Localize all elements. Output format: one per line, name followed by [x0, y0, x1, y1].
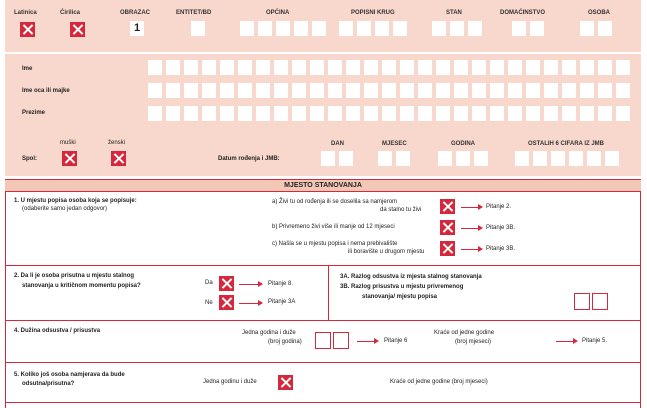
letter-box[interactable] — [580, 83, 594, 98]
q5-text-cont: odsutna/prisutna? — [22, 381, 75, 387]
letter-box[interactable] — [605, 151, 619, 166]
domacinstvo-box[interactable] — [530, 21, 544, 36]
datum-label: Datum rođenja i JMB: — [218, 156, 280, 162]
letter-box[interactable] — [184, 106, 198, 121]
letter-box[interactable] — [292, 60, 306, 75]
letter-box[interactable] — [166, 106, 180, 121]
letter-box[interactable] — [454, 83, 468, 98]
mjesec-box[interactable] — [378, 151, 392, 166]
latinica-label: Latinica — [14, 10, 37, 16]
q1-subtext: (odaberite samo jedan odgovor) — [22, 206, 108, 212]
obrazac-value: 1 — [133, 22, 141, 34]
letter-box[interactable] — [148, 60, 162, 75]
letter-box[interactable] — [454, 60, 468, 75]
q4-jedna-sub: (broj godina) — [268, 339, 302, 345]
letter-box[interactable] — [490, 106, 504, 121]
frame-right — [640, 192, 641, 408]
popisni-krug-box[interactable] — [375, 21, 389, 36]
prezime-boxes[interactable] — [148, 106, 628, 123]
q4-goto-5: Pitanje 5. — [582, 338, 608, 344]
letter-box[interactable] — [400, 83, 414, 98]
godina-label: GODINA — [451, 141, 475, 147]
letter-box[interactable] — [544, 60, 558, 75]
stan-box[interactable] — [432, 21, 446, 36]
domacinstvo-label: DOMAĆINSTVO — [500, 10, 545, 16]
q2-da-label: Da — [205, 280, 213, 286]
letter-box[interactable] — [436, 60, 450, 75]
stan-box[interactable] — [468, 21, 482, 36]
arrow-icon — [357, 341, 375, 342]
opcina-box[interactable] — [276, 21, 290, 36]
letter-box[interactable] — [598, 106, 612, 121]
letter-box[interactable] — [364, 60, 378, 75]
letter-box[interactable] — [436, 83, 450, 98]
letter-box[interactable] — [256, 106, 270, 121]
letter-box[interactable] — [598, 60, 612, 75]
q3-code-box[interactable] — [592, 293, 608, 310]
arrow-icon — [239, 303, 259, 304]
osoba-label: OSOBA — [588, 10, 611, 16]
q1-option-c: c) Našla se u mjestu popisa i nema prebivalište — [272, 241, 398, 247]
letter-box[interactable] — [274, 83, 288, 98]
letter-box[interactable] — [202, 83, 216, 98]
q5-krace-label: Kraće od jedne godine (broj mjeseci) — [390, 379, 488, 385]
mjesec-label: MJESEC — [382, 141, 407, 147]
letter-box[interactable] — [490, 83, 504, 98]
frame-left — [5, 192, 6, 408]
q1-c-checkbox[interactable] — [440, 241, 455, 256]
letter-box[interactable] — [587, 151, 601, 166]
letter-box[interactable] — [292, 83, 306, 98]
obrazac-value-box[interactable] — [130, 21, 144, 36]
letter-box[interactable] — [238, 106, 252, 121]
letter-box[interactable] — [562, 83, 576, 98]
letter-box[interactable] — [292, 106, 306, 121]
letter-box[interactable] — [220, 106, 234, 121]
q1-text: 1. U mjestu popisa osoba koja se popisuje: — [14, 198, 137, 204]
letter-box[interactable] — [364, 106, 378, 121]
musko-checkbox[interactable] — [62, 151, 77, 166]
popisni-krug-label: POPISNI KRUG — [351, 10, 395, 16]
letter-box[interactable] — [274, 106, 288, 121]
letter-box[interactable] — [346, 60, 360, 75]
stan-box[interactable] — [450, 21, 464, 36]
q1-b-goto: Pitanje 3B. — [486, 225, 516, 231]
divider-vertical — [328, 265, 329, 320]
letter-box[interactable] — [616, 106, 630, 121]
q2-da-goto: Pitanje 8. — [268, 281, 294, 287]
letter-box[interactable] — [490, 60, 504, 75]
divider — [5, 265, 641, 266]
letter-box[interactable] — [526, 83, 540, 98]
entitet-box[interactable] — [191, 21, 205, 36]
godina-box[interactable] — [456, 151, 470, 166]
q4-jedna-label: Jedna godina i duže — [242, 330, 296, 336]
letter-box[interactable] — [569, 151, 583, 166]
letter-box[interactable] — [256, 83, 270, 98]
q4-krace-label: Kraće od jedne godine — [434, 330, 495, 336]
cirilica-label: Ćirilica — [60, 10, 81, 16]
q2-ne-label: Ne — [205, 300, 213, 306]
letter-box[interactable] — [454, 106, 468, 121]
letter-box[interactable] — [184, 83, 198, 98]
letter-box[interactable] — [382, 60, 396, 75]
arrow-icon — [239, 284, 259, 285]
obrazac-label: OBRAZAC — [120, 10, 150, 16]
popisni-krug-box[interactable] — [393, 21, 407, 36]
q1-option-a-cont: da stalno tu živi — [380, 207, 422, 213]
letter-box[interactable] — [256, 60, 270, 75]
letter-box[interactable] — [562, 106, 576, 121]
arrow-icon — [461, 228, 479, 229]
q5-jedna-label: Jedna godinu i duže — [203, 379, 257, 385]
q5-text: 5. Koliko još osoba namjerava da bude — [14, 372, 125, 378]
letter-box[interactable] — [472, 83, 486, 98]
osoba-box[interactable] — [598, 21, 612, 36]
popisni-krug-box[interactable] — [357, 21, 371, 36]
letter-box[interactable] — [400, 106, 414, 121]
letter-box[interactable] — [418, 83, 432, 98]
letter-box[interactable] — [238, 83, 252, 98]
opcina-label: OPĆINA — [266, 10, 290, 16]
ime-boxes[interactable] — [148, 60, 628, 77]
letter-box[interactable] — [166, 83, 180, 98]
q4-text: 4. Dužina odsustva / prisustva — [14, 328, 101, 334]
letter-box[interactable] — [616, 83, 630, 98]
letter-box[interactable] — [310, 106, 324, 121]
q3-code-box[interactable] — [574, 293, 590, 310]
letter-box[interactable] — [508, 83, 522, 98]
letter-box[interactable] — [551, 151, 565, 166]
dan-box[interactable] — [321, 151, 335, 166]
divider — [5, 320, 641, 321]
letter-box[interactable] — [598, 83, 612, 98]
q4-krace-sub: (broj mjeseci) — [455, 339, 492, 345]
godina-box[interactable] — [438, 151, 452, 166]
letter-box[interactable] — [202, 106, 216, 121]
jmb-boxes[interactable] — [515, 151, 635, 168]
letter-box[interactable] — [148, 106, 162, 121]
arrow-icon — [461, 249, 479, 250]
letter-box[interactable] — [220, 60, 234, 75]
q1-a-checkbox[interactable] — [440, 199, 455, 214]
letter-box[interactable] — [562, 60, 576, 75]
q2-text-cont: stanovanja u kritičnom momentu popisa? — [22, 283, 141, 289]
latinica-checkbox[interactable] — [20, 22, 35, 37]
letter-box[interactable] — [328, 60, 342, 75]
letter-box[interactable] — [382, 83, 396, 98]
q3b-text-cont: stanovanja/ mjestu popisa — [362, 294, 438, 300]
opcina-box[interactable] — [294, 21, 308, 36]
opcina-box[interactable] — [240, 21, 254, 36]
letter-box[interactable] — [310, 60, 324, 75]
spol-label: Spol: — [22, 156, 37, 162]
divider — [5, 402, 641, 403]
domacinstvo-box[interactable] — [512, 21, 526, 36]
letter-box[interactable] — [580, 60, 594, 75]
arrow-icon — [556, 341, 574, 342]
letter-box[interactable] — [544, 83, 558, 98]
dan-box[interactable] — [339, 151, 353, 166]
q5-jedna-checkbox[interactable] — [278, 375, 293, 390]
letter-box[interactable] — [184, 60, 198, 75]
q1-option-b: b) Privremeno živi više ili manje od 12 mjeseci — [272, 224, 395, 230]
q4-goto-6: Pitanje 6 — [384, 338, 408, 344]
letter-box[interactable] — [436, 106, 450, 121]
q2-text: 2. Da li je osoba prisutna u mjestu stalnog — [14, 273, 135, 279]
letter-box[interactable] — [418, 106, 432, 121]
letter-box[interactable] — [166, 60, 180, 75]
dan-label: DAN — [331, 141, 344, 147]
q1-option-c-cont: ili boravište u drugom mjestu — [348, 249, 425, 255]
opcina-box[interactable] — [258, 21, 272, 36]
q3b-text: 3B. Razlog prisustva u mjestu privremenog — [340, 284, 464, 290]
letter-box[interactable] — [508, 60, 522, 75]
letter-box[interactable] — [220, 83, 234, 98]
letter-box[interactable] — [400, 60, 414, 75]
entitet-label: ENTITET/BD — [176, 10, 212, 16]
zensko-checkbox[interactable] — [111, 151, 126, 166]
letter-box[interactable] — [148, 83, 162, 98]
ostalih-label: OSTALIH 6 CIFARA IZ JMB — [528, 141, 605, 147]
ime-label: Ime — [22, 66, 33, 72]
opcina-box[interactable] — [312, 21, 326, 36]
q1-c-goto: Pitanje 3B. — [486, 246, 516, 252]
ime-roditelja-boxes[interactable] — [148, 83, 628, 100]
letter-box[interactable] — [346, 106, 360, 121]
section-title: MJESTO STANOVANJA — [284, 182, 362, 189]
q1-b-checkbox[interactable] — [440, 220, 455, 235]
letter-box[interactable] — [310, 83, 324, 98]
letter-box[interactable] — [580, 106, 594, 121]
letter-box[interactable] — [533, 151, 547, 166]
q4-years-box[interactable] — [333, 332, 349, 349]
letter-box[interactable] — [526, 60, 540, 75]
ime-roditelja-label: Ime oca ili majke — [22, 88, 70, 94]
musko-label: muški — [60, 140, 76, 146]
letter-box[interactable] — [274, 60, 288, 75]
popisni-krug-box[interactable] — [339, 21, 353, 36]
q1-option-a: a) Živi tu od rođenja ili se doselila sa namjerom — [272, 199, 398, 205]
q4-years-box[interactable] — [315, 332, 331, 349]
q2-ne-checkbox[interactable] — [219, 295, 234, 310]
osoba-box[interactable] — [580, 21, 594, 36]
arrow-icon — [461, 207, 479, 208]
letter-box[interactable] — [526, 106, 540, 121]
letter-box[interactable] — [472, 60, 486, 75]
q2-da-checkbox[interactable] — [219, 276, 234, 291]
letter-box[interactable] — [515, 151, 529, 166]
zensko-label: ženski — [108, 140, 126, 146]
cirilica-checkbox[interactable] — [70, 22, 85, 37]
q2-ne-goto: Pitanje 3A — [268, 299, 296, 305]
letter-box[interactable] — [616, 60, 630, 75]
letter-box[interactable] — [238, 60, 252, 75]
divider — [5, 362, 641, 363]
letter-box[interactable] — [328, 83, 342, 98]
prezime-label: Prezime — [22, 110, 46, 116]
letter-box[interactable] — [202, 60, 216, 75]
letter-box[interactable] — [382, 106, 396, 121]
mjesec-box[interactable] — [396, 151, 410, 166]
letter-box[interactable] — [418, 60, 432, 75]
letter-box[interactable] — [364, 83, 378, 98]
letter-box[interactable] — [472, 106, 486, 121]
letter-box[interactable] — [328, 106, 342, 121]
letter-box[interactable] — [346, 83, 360, 98]
q3a-text: 3A. Razlog odsustva iz mjesta stalnog stanovanja — [340, 274, 482, 280]
letter-box[interactable] — [544, 106, 558, 121]
letter-box[interactable] — [508, 106, 522, 121]
q1-a-goto: Pitanje 2. — [486, 204, 512, 210]
godina-box[interactable] — [474, 151, 488, 166]
stan-label: STAN — [446, 10, 462, 16]
